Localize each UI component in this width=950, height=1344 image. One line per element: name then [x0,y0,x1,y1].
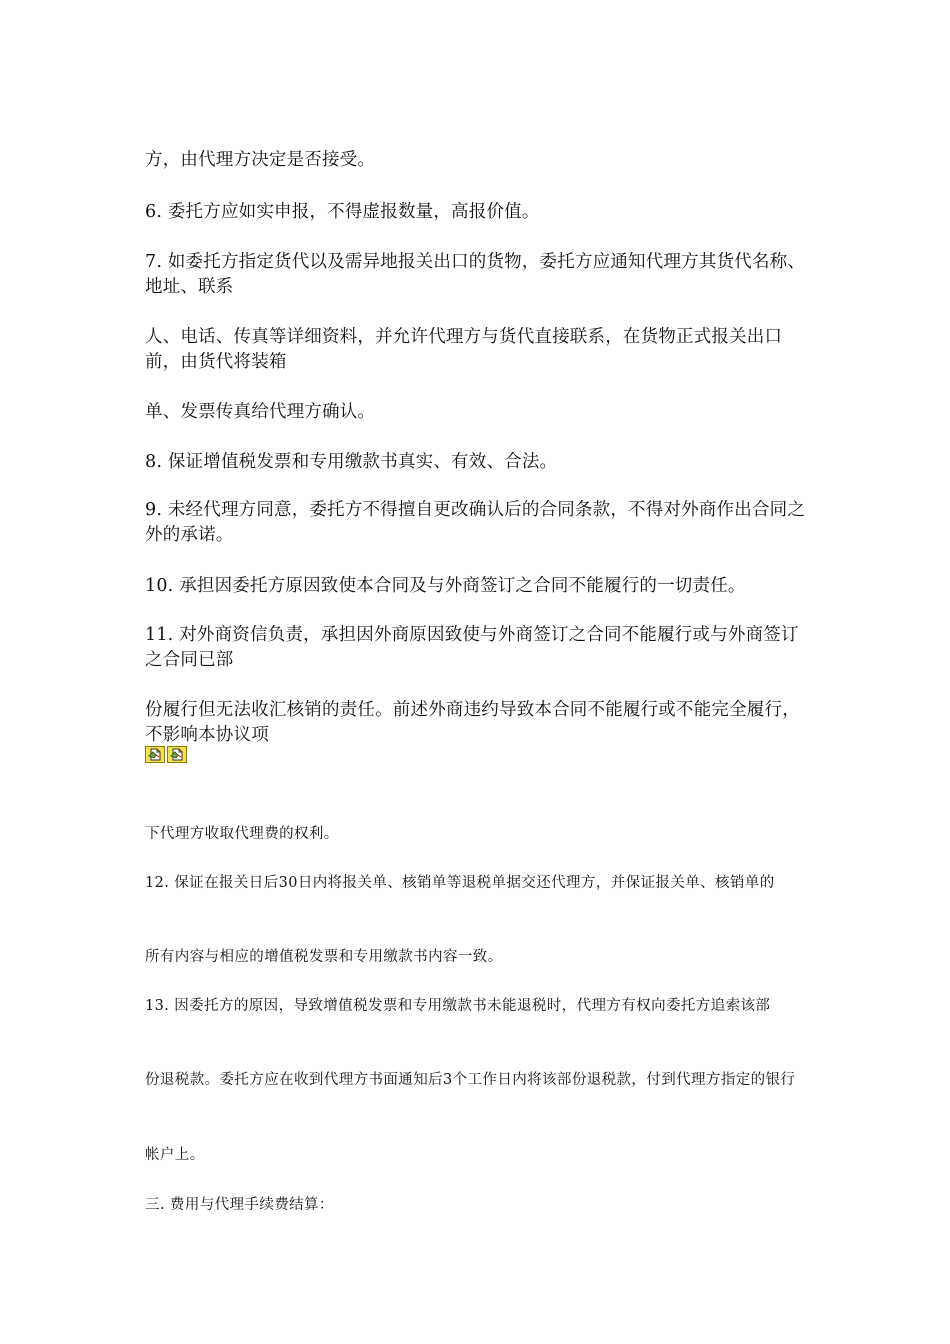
paragraph: 所有内容与相应的增值税发票和专用缴款书内容一致。 [145,949,503,965]
paragraph: 下代理方收取代理费的权利。 [145,826,339,842]
paragraph-item-11: 11. 对外商资信负责，承担因外商原因致使与外商签订之合同不能履行或与外商签订之合同已部 [145,625,799,670]
paragraph-item-10: 10. 承担因委托方原因致使本合同及与外商签订之合同不能履行的一切责任。 [145,576,746,596]
broken-image-icon [145,746,165,763]
paragraph: 人、电话、传真等详细资料，并允许代理方与货代直接联系，在货物正式报关出口前，由货代将装箱 [145,327,783,372]
broken-image-icon [167,746,187,763]
paragraph-item-12: 12. 保证在报关日后30日内将报关单、核销单等退税单据交还代理方，并保证报关单、核销单的 [145,875,775,891]
paragraph: 份退税款。委托方应在收到代理方书面通知后3个工作日内将该部份退税款，付到代理方指定的银行 [145,1072,796,1088]
paragraph: 方，由代理方决定是否接受。 [145,150,376,170]
paragraph-item-13: 13. 因委托方的原因，导致增值税发票和专用缴款书未能退税时，代理方有权向委托方追索该部 [145,998,771,1014]
paragraph: 帐户上。 [145,1147,205,1163]
paragraph-item-6: 6. 委托方应如实申报，不得虚报数量，高报价值。 [145,202,540,222]
section-heading: 三. 费用与代理手续费结算： [145,1197,334,1213]
paragraph-item-9: 9. 未经代理方同意，委托方不得擅自更改确认后的合同条款，不得对外商作出合同之外的承诺。 [145,500,806,545]
paragraph-item-7: 7. 如委托方指定货代以及需异地报关出口的货物，委托方应通知代理方其货代名称、地址、联系 [145,252,806,297]
embedded-icons [145,746,187,763]
paragraph: 份履行但无法收汇核销的责任。前述外商违约导致本合同不能履行或不能完全履行，不影响本协议项 [145,700,800,745]
paragraph: 单、发票传真给代理方确认。 [145,402,376,422]
paragraph-item-8: 8. 保证增值税发票和专用缴款书真实、有效、合法。 [145,452,558,472]
